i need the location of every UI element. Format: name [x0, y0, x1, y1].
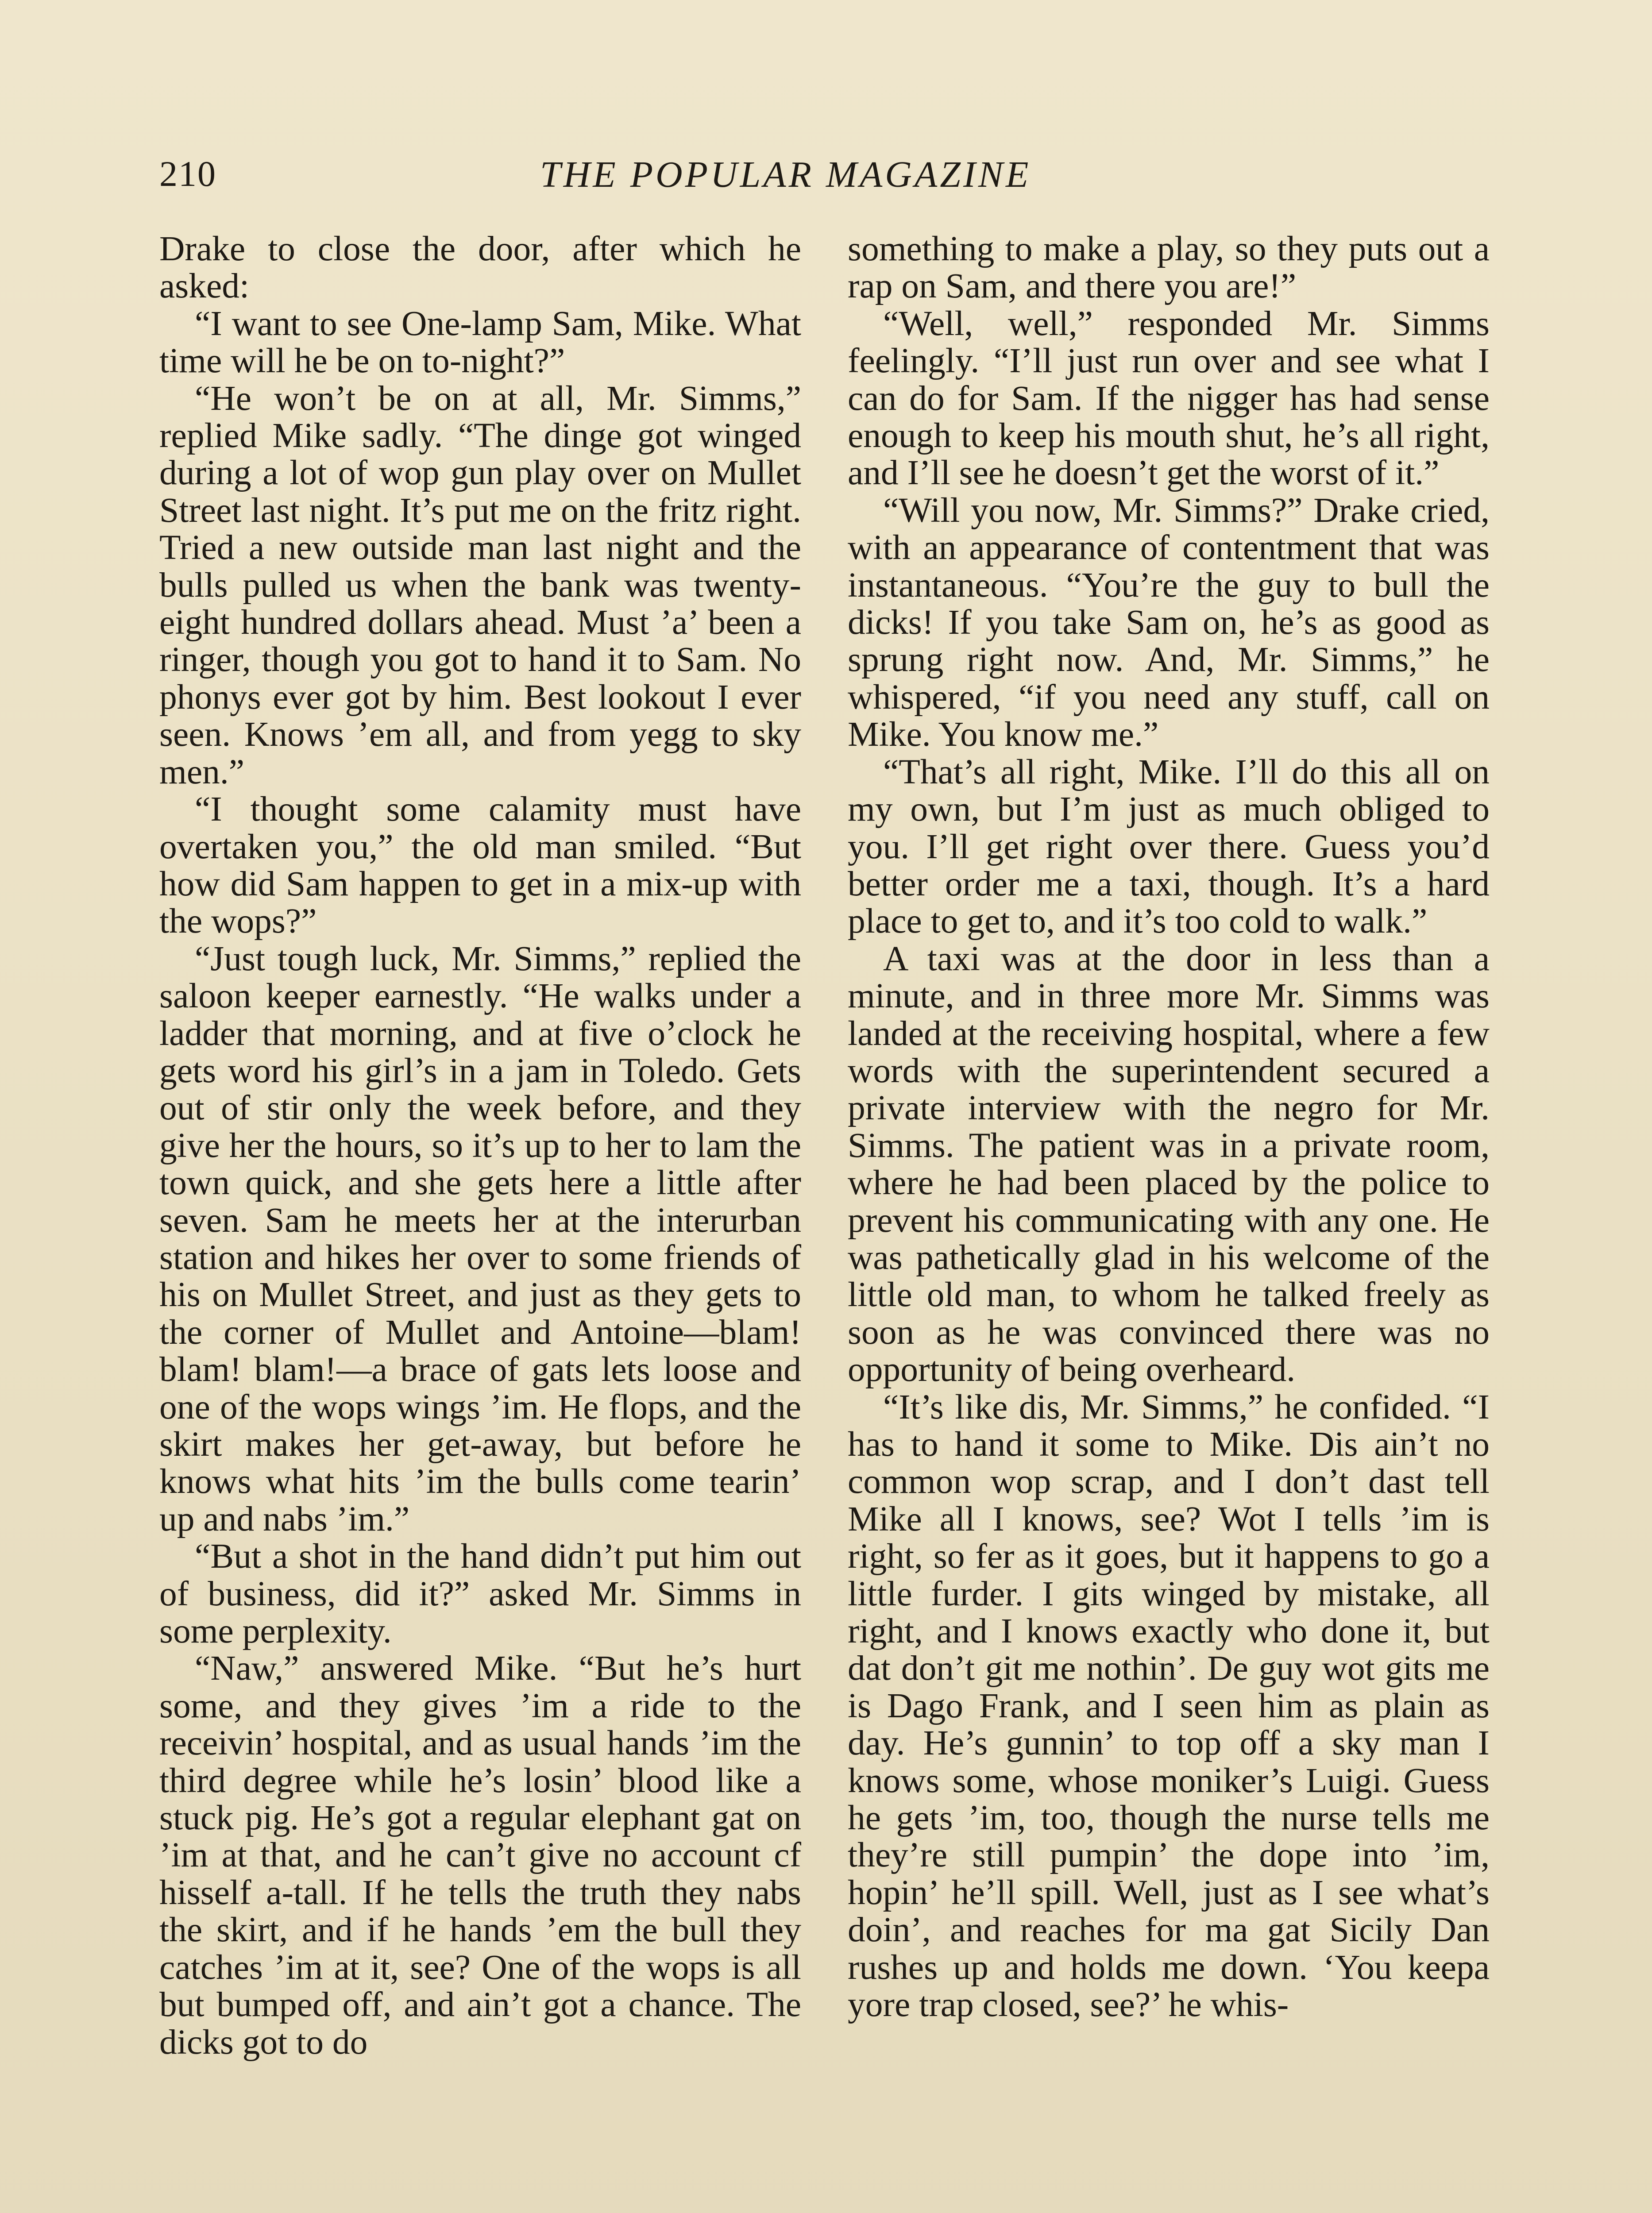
- paragraph: “That’s all right, Mike. I’ll do this all on my own, but I’m just as much obliged to you. I’ll get right over there. Guess you’d better order me a taxi, though. It’s a hard place to get to, and it’s too cold to walk.”: [848, 752, 1490, 941]
- running-head: THE POPULAR MAGAZINE: [540, 154, 1031, 195]
- paragraph: something to make a play, so they puts out a rap on Sam, and there you are!”: [848, 229, 1490, 306]
- paragraph: A taxi was at the door in less than a minute, and in three more Mr. Simms was landed at the receiving hospital, where a few words with the superintendent secured a private interview with the negro for Mr. Simms. The patient was in a private room, where he had been placed by the police to prevent his communicating with any one. He was pathetically glad in his welcome of the little old man, to whom he talked freely as soon as he was convinced there was no opportunity of being overheard.: [848, 939, 1490, 1389]
- paragraph: Drake to close the door, after which he asked:: [159, 229, 801, 306]
- paragraph: “It’s like dis, Mr. Simms,” he confided. “I has to hand it some to Mike. Dis ain’t no common wop scrap, and I don’t dast tell Mike all I knows, see? Wot I tells ’im is right, so fer as it goes, but it happens to go a little furder. I gits winged by mistake, all right, and I knows exactly who done it, but dat don’t git me nothin’. De guy wot gits me is Dago Frank, and I seen him as plain as day. He’s gunnin’ to top off a sky man I knows some, whose moniker’s Luigi. Guess he gets ’im, too, though the nurse tells me they’re still pumpin’ the dope into ’im, hopin’ he’ll spill. Well, just as I see what’s doin’, and reaches for ma gat Sicily Dan rushes up and holds me down. ‘You keepa yore trap closed, see?’ he whis-: [848, 1387, 1490, 2024]
- page-number: 210: [159, 154, 216, 194]
- paragraph: “But a shot in the hand didn’t put him out of business, did it?” asked Mr. Simms in some perplexity.: [159, 1537, 801, 1651]
- paragraph: “I thought some calamity must have overtaken you,” the old man smiled. “But how did Sam happen to get in a mix-up with the wops?”: [159, 790, 801, 941]
- paragraph: “Will you now, Mr. Simms?” Drake cried, with an appearance of contentment that was instantaneous. “You’re the guy to bull the dicks! If you take Sam on, he’s as good as sprung right now. And, Mr. Simms,” he whispered, “if you need any stuff, call on Mike. You know me.”: [848, 490, 1490, 754]
- paragraph: “He won’t be on at all, Mr. Simms,” replied Mike sadly. “The dinge got winged during a lot of wop gun play over on Mullet Street last night. It’s put me on the fritz right. Tried a new outside man last night and the bulls pulled us when the bank was twenty-eight hundred dollars ahead. Must ’a’ been a ringer, though you got to hand it to Sam. No phonys ever got by him. Best lookout I ever seen. Knows ’em all, and from yegg to sky men.”: [159, 378, 801, 791]
- left-column: [159, 230, 801, 2061]
- paragraph: “Well, well,” responded Mr. Simms feelingly. “I’ll just run over and see what I can do for Sam. If the nigger has had sense enough to keep his mouth shut, he’s all right, and I’ll see he doesn’t get the worst of it.”: [848, 304, 1490, 493]
- page-header: [159, 153, 1496, 206]
- paragraph: “Naw,” answered Mike. “But he’s hurt some, and they gives ’im a ride to the receivin’ hospital, and as usual hands ’im the third degree while he’s losin’ blood like a stuck pig. He’s got a regular elephant gat on ’im at that, and he can’t give no account cf hisself a-tall. If he tells the truth they nabs the skirt, and if he hands ’em the bull they catches ’im at it, see? One of the wops is all but bumped off, and ain’t got a chance. The dicks got to do: [159, 1649, 801, 2062]
- paragraph: “I want to see One-lamp Sam, Mike. What time will he be on to-night?”: [159, 304, 801, 381]
- right-column: [848, 230, 1490, 2024]
- paragraph: “Just tough luck, Mr. Simms,” replied the saloon keeper earnestly. “He walks under a ladder that morning, and at five o’clock he gets word his girl’s in a jam in Toledo. Gets out of stir only the week before, and they give her the hours, so it’s up to her to lam the town quick, and she gets here a little after seven. Sam he meets her at the interurban station and hikes her over to some friends of his on Mullet Street, and just as they gets to the corner of Mullet and Antoine—blam! blam! blam!—a brace of gats lets loose and one of the wops wings ’im. He flops, and the skirt makes her get-away, but before he knows what hits ’im the bulls come tearin’ up and nabs ’im.”: [159, 939, 801, 1538]
